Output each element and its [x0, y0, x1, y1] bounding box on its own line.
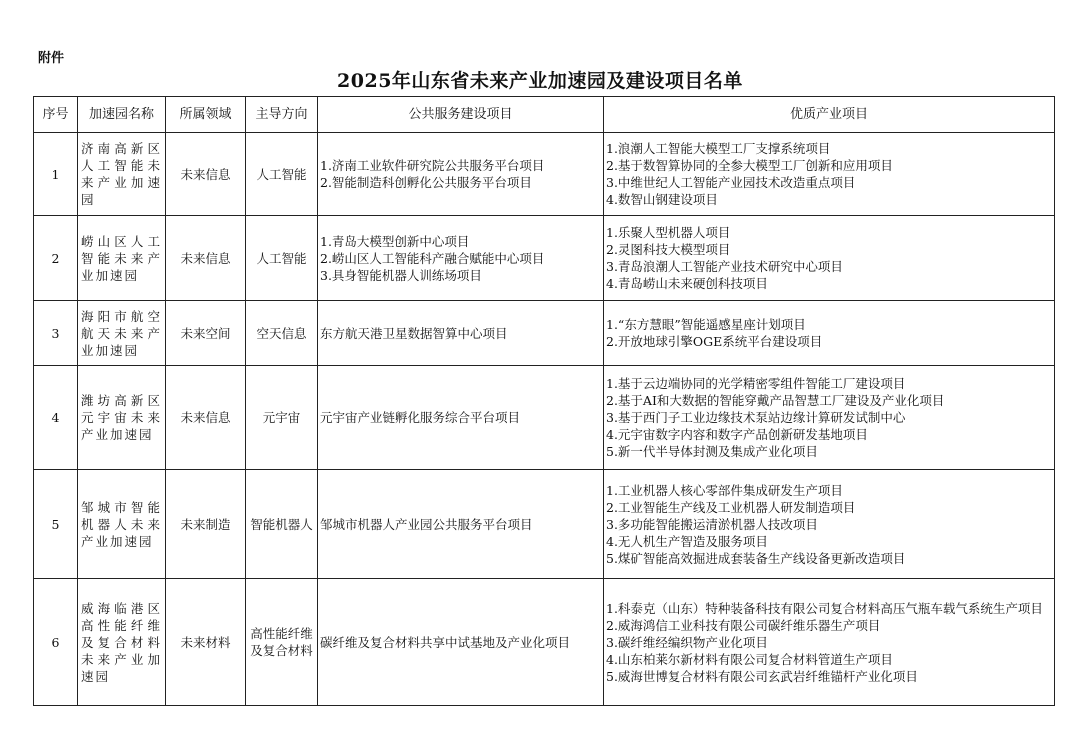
cell-industry-projects [604, 579, 1055, 706]
industry-project-item: 1.乐聚人型机器人项目 [606, 225, 731, 240]
cell-no: 4 [34, 366, 78, 470]
industry-project-item: 2.基于数智算协同的全参大模型工厂创新和应用项目 [606, 158, 893, 173]
industry-project-item: 4.山东柏莱尔新材料有限公司复合材料管道生产项目 [606, 651, 893, 667]
header-public-projects: 公共服务建设项目 [318, 97, 604, 133]
industry-project-item: 3.青岛浪潮人工智能产业技术研究中心项目 [606, 259, 843, 274]
cell-no: 3 [34, 301, 78, 366]
cell-no: 5 [34, 470, 78, 579]
industry-project-item: 2.威海鸿信工业科技有限公司碳纤维乐器生产项目 [606, 617, 881, 633]
cell-public-projects [318, 366, 604, 470]
industry-project-item: 1.浪潮人工智能大模型工厂支撑系统项目 [606, 141, 831, 156]
header-industry-projects: 优质产业项目 [604, 97, 1055, 133]
header-no: 序号 [34, 97, 78, 133]
table-row [34, 579, 1055, 706]
cell-public-projects [318, 579, 604, 706]
cell-direction: 高性能纤维及复合材料 [246, 579, 318, 706]
industry-project-item: 1.基于云边端协同的光学精密零组件智能工厂建设项目 [606, 376, 906, 391]
industry-project-item: 2.基于AI和大数据的智能穿戴产品智慧工厂建设及产业化项目 [606, 393, 945, 408]
cell-direction: 空天信息 [246, 301, 318, 366]
industry-project-item: 5.威海世博复合材料有限公司玄武岩纤维锚杆产业化项目 [606, 668, 918, 684]
cell-direction: 人工智能 [246, 216, 318, 301]
industry-project-item: 2.工业智能生产线及工业机器人研发制造项目 [606, 499, 856, 515]
industry-project-item: 1.科泰克（山东）特种装备科技有限公司复合材料高压气瓶车载气系统生产项目 [606, 600, 1043, 616]
page-title: 2025年山东省未来产业加速园及建设项目名单 [337, 70, 743, 92]
cell-public-projects [318, 216, 604, 301]
cell-no: 1 [34, 133, 78, 216]
cell-industry-projects [604, 216, 1055, 301]
cell-park: 海阳市航空航天未来产业加速园 [78, 301, 166, 366]
cell-no: 2 [34, 216, 78, 301]
cell-park: 崂山区人工智能未来产业加速园 [78, 216, 166, 301]
cell-field: 未来材料 [166, 579, 246, 706]
industry-project-item: 3.中维世纪人工智能产业园技术改造重点项目 [606, 175, 856, 190]
industry-project-item: 4.数智山钢建设项目 [606, 192, 718, 207]
industry-project-item: 4.无人机生产智造及服务项目 [606, 533, 768, 549]
cell-field: 未来空间 [166, 301, 246, 366]
cell-park: 潍坊高新区元宇宙未来产业加速园 [78, 366, 166, 470]
industry-project-item: 3.基于西门子工业边缘技术泵站边缘计算研发试制中心 [606, 410, 906, 425]
cell-field: 未来制造 [166, 470, 246, 579]
public-project-item: 碳纤维及复合材料共享中试基地及产业化项目 [320, 634, 571, 650]
cell-industry-projects [604, 133, 1055, 216]
industry-project-item: 3.多功能智能搬运清淤机器人技改项目 [606, 516, 818, 532]
cell-direction: 人工智能 [246, 133, 318, 216]
industry-project-item: 5.新一代半导体封测及集成产业化项目 [606, 444, 818, 459]
cell-no: 6 [34, 579, 78, 706]
cell-public-projects [318, 133, 604, 216]
public-project-item: 2.智能制造科创孵化公共服务平台项目 [320, 175, 532, 190]
table-row [34, 216, 1055, 301]
industry-project-item: 1.工业机器人核心零部件集成研发生产项目 [606, 482, 843, 498]
header-direction: 主导方向 [246, 97, 318, 133]
industry-project-item: 1.“东方慧眼”智能遥感星座计划项目 [606, 317, 806, 332]
attachment-label: 附件 [38, 51, 65, 66]
cell-field: 未来信息 [166, 366, 246, 470]
industry-project-item: 5.煤矿智能高效掘进成套装备生产线设备更新改造项目 [606, 550, 906, 566]
cell-public-projects [318, 301, 604, 366]
cell-park: 威海临港区高性能纤维及复合材料未来产业加速园 [78, 579, 166, 706]
header-park: 加速园名称 [78, 97, 166, 133]
cell-direction: 元宇宙 [246, 366, 318, 470]
cell-public-projects [318, 470, 604, 579]
cell-field: 未来信息 [166, 216, 246, 301]
cell-field: 未来信息 [166, 133, 246, 216]
industry-project-item: 4.元宇宙数字内容和数字产品创新研发基地项目 [606, 427, 868, 442]
cell-industry-projects [604, 301, 1055, 366]
industry-project-item: 2.开放地球引擎OGE系统平台建设项目 [606, 334, 823, 349]
public-project-item: 1.青岛大模型创新中心项目 [320, 233, 470, 249]
cell-direction: 智能机器人 [246, 470, 318, 579]
table-row [34, 470, 1055, 579]
table-header-row [34, 97, 1055, 133]
public-project-item: 3.具身智能机器人训练场项目 [320, 267, 482, 283]
cell-park: 邹城市智能机器人未来产业加速园 [78, 470, 166, 579]
project-table [33, 96, 1055, 706]
public-project-item: 1.济南工业软件研究院公共服务平台项目 [320, 158, 545, 173]
public-project-item: 元宇宙产业链孵化服务综合平台项目 [320, 410, 521, 425]
industry-project-item: 2.灵图科技大模型项目 [606, 242, 731, 257]
table-row [34, 366, 1055, 470]
public-project-item: 邹城市机器人产业园公共服务平台项目 [320, 516, 533, 532]
table-row [34, 301, 1055, 366]
table-row [34, 133, 1055, 216]
cell-park: 济南高新区人工智能未来产业加速园 [78, 133, 166, 216]
header-field: 所属领域 [166, 97, 246, 133]
public-project-item: 2.崂山区人工智能科产融合赋能中心项目 [320, 250, 545, 266]
industry-project-item: 3.碳纤维经编织物产业化项目 [606, 634, 768, 650]
industry-project-item: 4.青岛崂山未来硬创科技项目 [606, 276, 768, 291]
cell-industry-projects [604, 470, 1055, 579]
cell-industry-projects [604, 366, 1055, 470]
public-project-item: 东方航天港卫星数据智算中心项目 [320, 325, 508, 341]
